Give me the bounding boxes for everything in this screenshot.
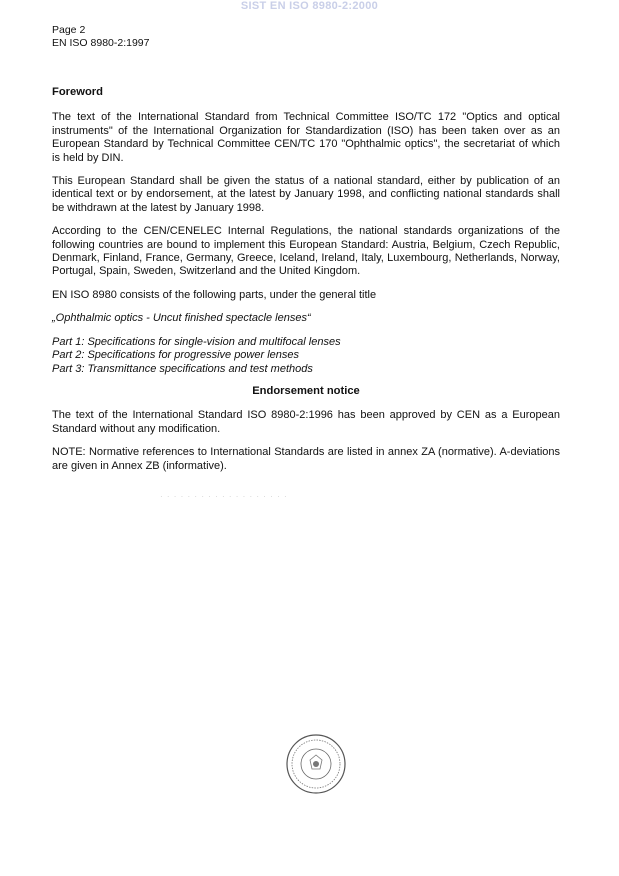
parts-list xyxy=(52,336,560,376)
official-seal-icon xyxy=(285,733,347,795)
document-id: EN ISO 8980-2:1997 xyxy=(52,37,150,49)
part-item: Part 1: Specifications for single-vision and multifocal lenses xyxy=(52,335,341,348)
endorsement-note: NOTE: Normative references to International Standards are listed in annex ZA (normative). A-deviations are given in Annex ZB (informative). xyxy=(52,446,560,472)
endorsement-heading: Endorsement notice xyxy=(252,384,360,397)
foreword-paragraph-1: The text of the International Standard from Technical Committee ISO/TC 172 "Optics and optical instruments" of the International Organization for Standardization (ISO) has been taken over as an European Standard by Technical Committee CEN/TC 170 "Ophthalmic optics", the secretariat of which is held by DIN. xyxy=(52,111,560,164)
watermark: SIST EN ISO 8980-2:2000 xyxy=(240,0,379,12)
endorsement-text: The text of the International Standard ISO 8980-2:1996 has been approved by CEN as a European Standard without any modification. xyxy=(52,409,560,435)
foreword-paragraph-3: According to the CEN/CENELEC Internal Regulations, the national standards organizations of the following countries are bound to implement this European Standard: Austria, Belgium, Czech Republic, Denmark, Finland, France, Germany, Greece, Iceland, Ireland, Italy, Luxembourg, Netherlands, Norway, Portugal, Spain, Sweden, Switzerland and the United Kingdom. xyxy=(52,225,560,278)
foreword-paragraph-4: EN ISO 8980 consists of the following parts, under the general title xyxy=(52,288,377,301)
foreword-paragraph-2: This European Standard shall be given the status of a national standard, either by publication of an identical text or by endorsement, at the latest by January 1998, and conflicting national standards shall be withdrawn at the latest by January 1998. xyxy=(52,175,560,214)
page-header xyxy=(52,24,149,50)
part-item: Part 2: Specifications for progressive power lenses xyxy=(52,349,300,362)
part-item: Part 3: Transmittance specifications and test methods xyxy=(52,362,313,375)
page-number: Page 2 xyxy=(52,24,86,36)
faint-stamp-trace: · · · · · · · · · · · · · · · · · · · xyxy=(160,492,288,501)
document-body xyxy=(52,86,560,483)
general-title: „Ophthalmic optics - Uncut finished spectacle lenses“ xyxy=(52,312,311,325)
foreword-heading: Foreword xyxy=(52,86,103,98)
